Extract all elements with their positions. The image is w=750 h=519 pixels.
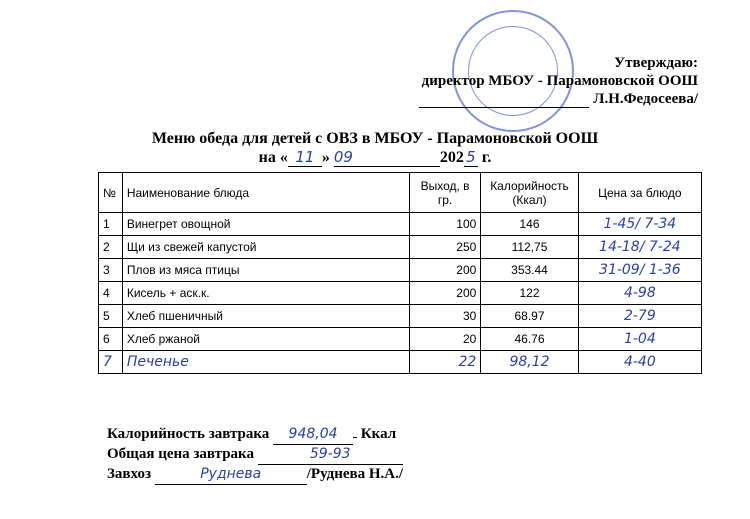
row-output: 100 [409,213,480,236]
date-year-digit: 5 [464,148,478,167]
table-row [99,328,702,351]
manager-name: /Руднева Н.А./ [306,466,404,482]
row-num: 1 [99,213,123,236]
menu-date [0,148,750,167]
row-name: Хлеб ржаной [122,328,409,351]
row-output: 200 [409,259,480,282]
header-num: № [99,173,123,213]
row-name: Хлеб пшеничный [122,305,409,328]
row-price: 31-09/ 1-36 [578,259,701,282]
row-price: 14-18/ 7-24 [578,236,701,259]
manager-label: Завхоз [107,466,151,482]
row-name: Винегрет овощной [122,213,409,236]
footer-manager [107,465,403,485]
row-num: 3 [99,259,123,282]
table-header-row [99,173,702,213]
manager-signature: Руднева [155,465,307,485]
table-row [99,236,702,259]
table-row [99,213,702,236]
approval-line2: директор МБОУ - Парамоновской ООШ [421,73,698,89]
date-year-prefix: 202 [439,149,464,166]
row-output: 250 [409,236,480,259]
signature-line [419,93,589,108]
row-price: 2-79 [578,305,701,328]
header-price: Цена за блюдо [578,173,701,213]
row-num: 7 [99,351,123,374]
header-calories: Калорийность (Ккал) [481,173,578,213]
row-output: 22 [409,351,480,374]
row-num: 2 [99,236,123,259]
approval-line1: Утверждаю: [614,55,698,71]
row-calories: 112,75 [481,236,578,259]
calories-gap [353,437,357,438]
calories-value: 948,04 [273,425,353,445]
table-row [99,351,702,374]
date-month: 09 [334,148,440,167]
row-calories: 146 [481,213,578,236]
price-label: Общая цена завтрака [107,446,254,462]
table-row [99,305,702,328]
menu-table [98,172,702,374]
row-output: 200 [409,282,480,305]
row-name: Кисель + аск.к. [122,282,409,305]
row-calories: 353.44 [481,259,578,282]
row-num: 6 [99,328,123,351]
approval-line3 [419,90,698,108]
row-name: Печенье [122,351,409,374]
row-num: 4 [99,282,123,305]
row-price: 1-45/ 7-34 [578,213,701,236]
table-row [99,282,702,305]
approval-director-name: Л.Н.Федосеева/ [593,91,698,107]
row-output: 30 [409,305,480,328]
calories-label: Калорийность завтрака [107,426,270,442]
price-value: 59-93 [258,445,403,465]
footer-calories [107,425,403,445]
menu-title-line1: Меню обеда для детей с ОВЗ в МБОУ - Парамоновской ООШ [151,130,599,147]
date-day: 11 [288,148,322,167]
row-calories: 98,12 [481,351,578,374]
date-mid: » [321,149,330,166]
date-year-suffix: г. [477,149,492,166]
footer-price [107,445,403,465]
table-row [99,259,702,282]
row-output: 20 [409,328,480,351]
row-name: Щи из свежей капустой [122,236,409,259]
calories-unit: Ккал [360,426,397,442]
header-name: Наименование блюда [122,173,409,213]
date-prefix: на « [258,149,288,166]
row-calories: 122 [481,282,578,305]
row-name: Плов из мяса птицы [122,259,409,282]
row-calories: 46.76 [481,328,578,351]
row-price: 4-98 [578,282,701,305]
footer-block [107,425,403,485]
header-output: Выход, в гр. [409,173,480,213]
row-price: 1-04 [578,328,701,351]
approval-block [419,54,698,108]
row-num: 5 [99,305,123,328]
menu-title [0,130,750,167]
row-calories: 68.97 [481,305,578,328]
row-price: 4-40 [578,351,701,374]
